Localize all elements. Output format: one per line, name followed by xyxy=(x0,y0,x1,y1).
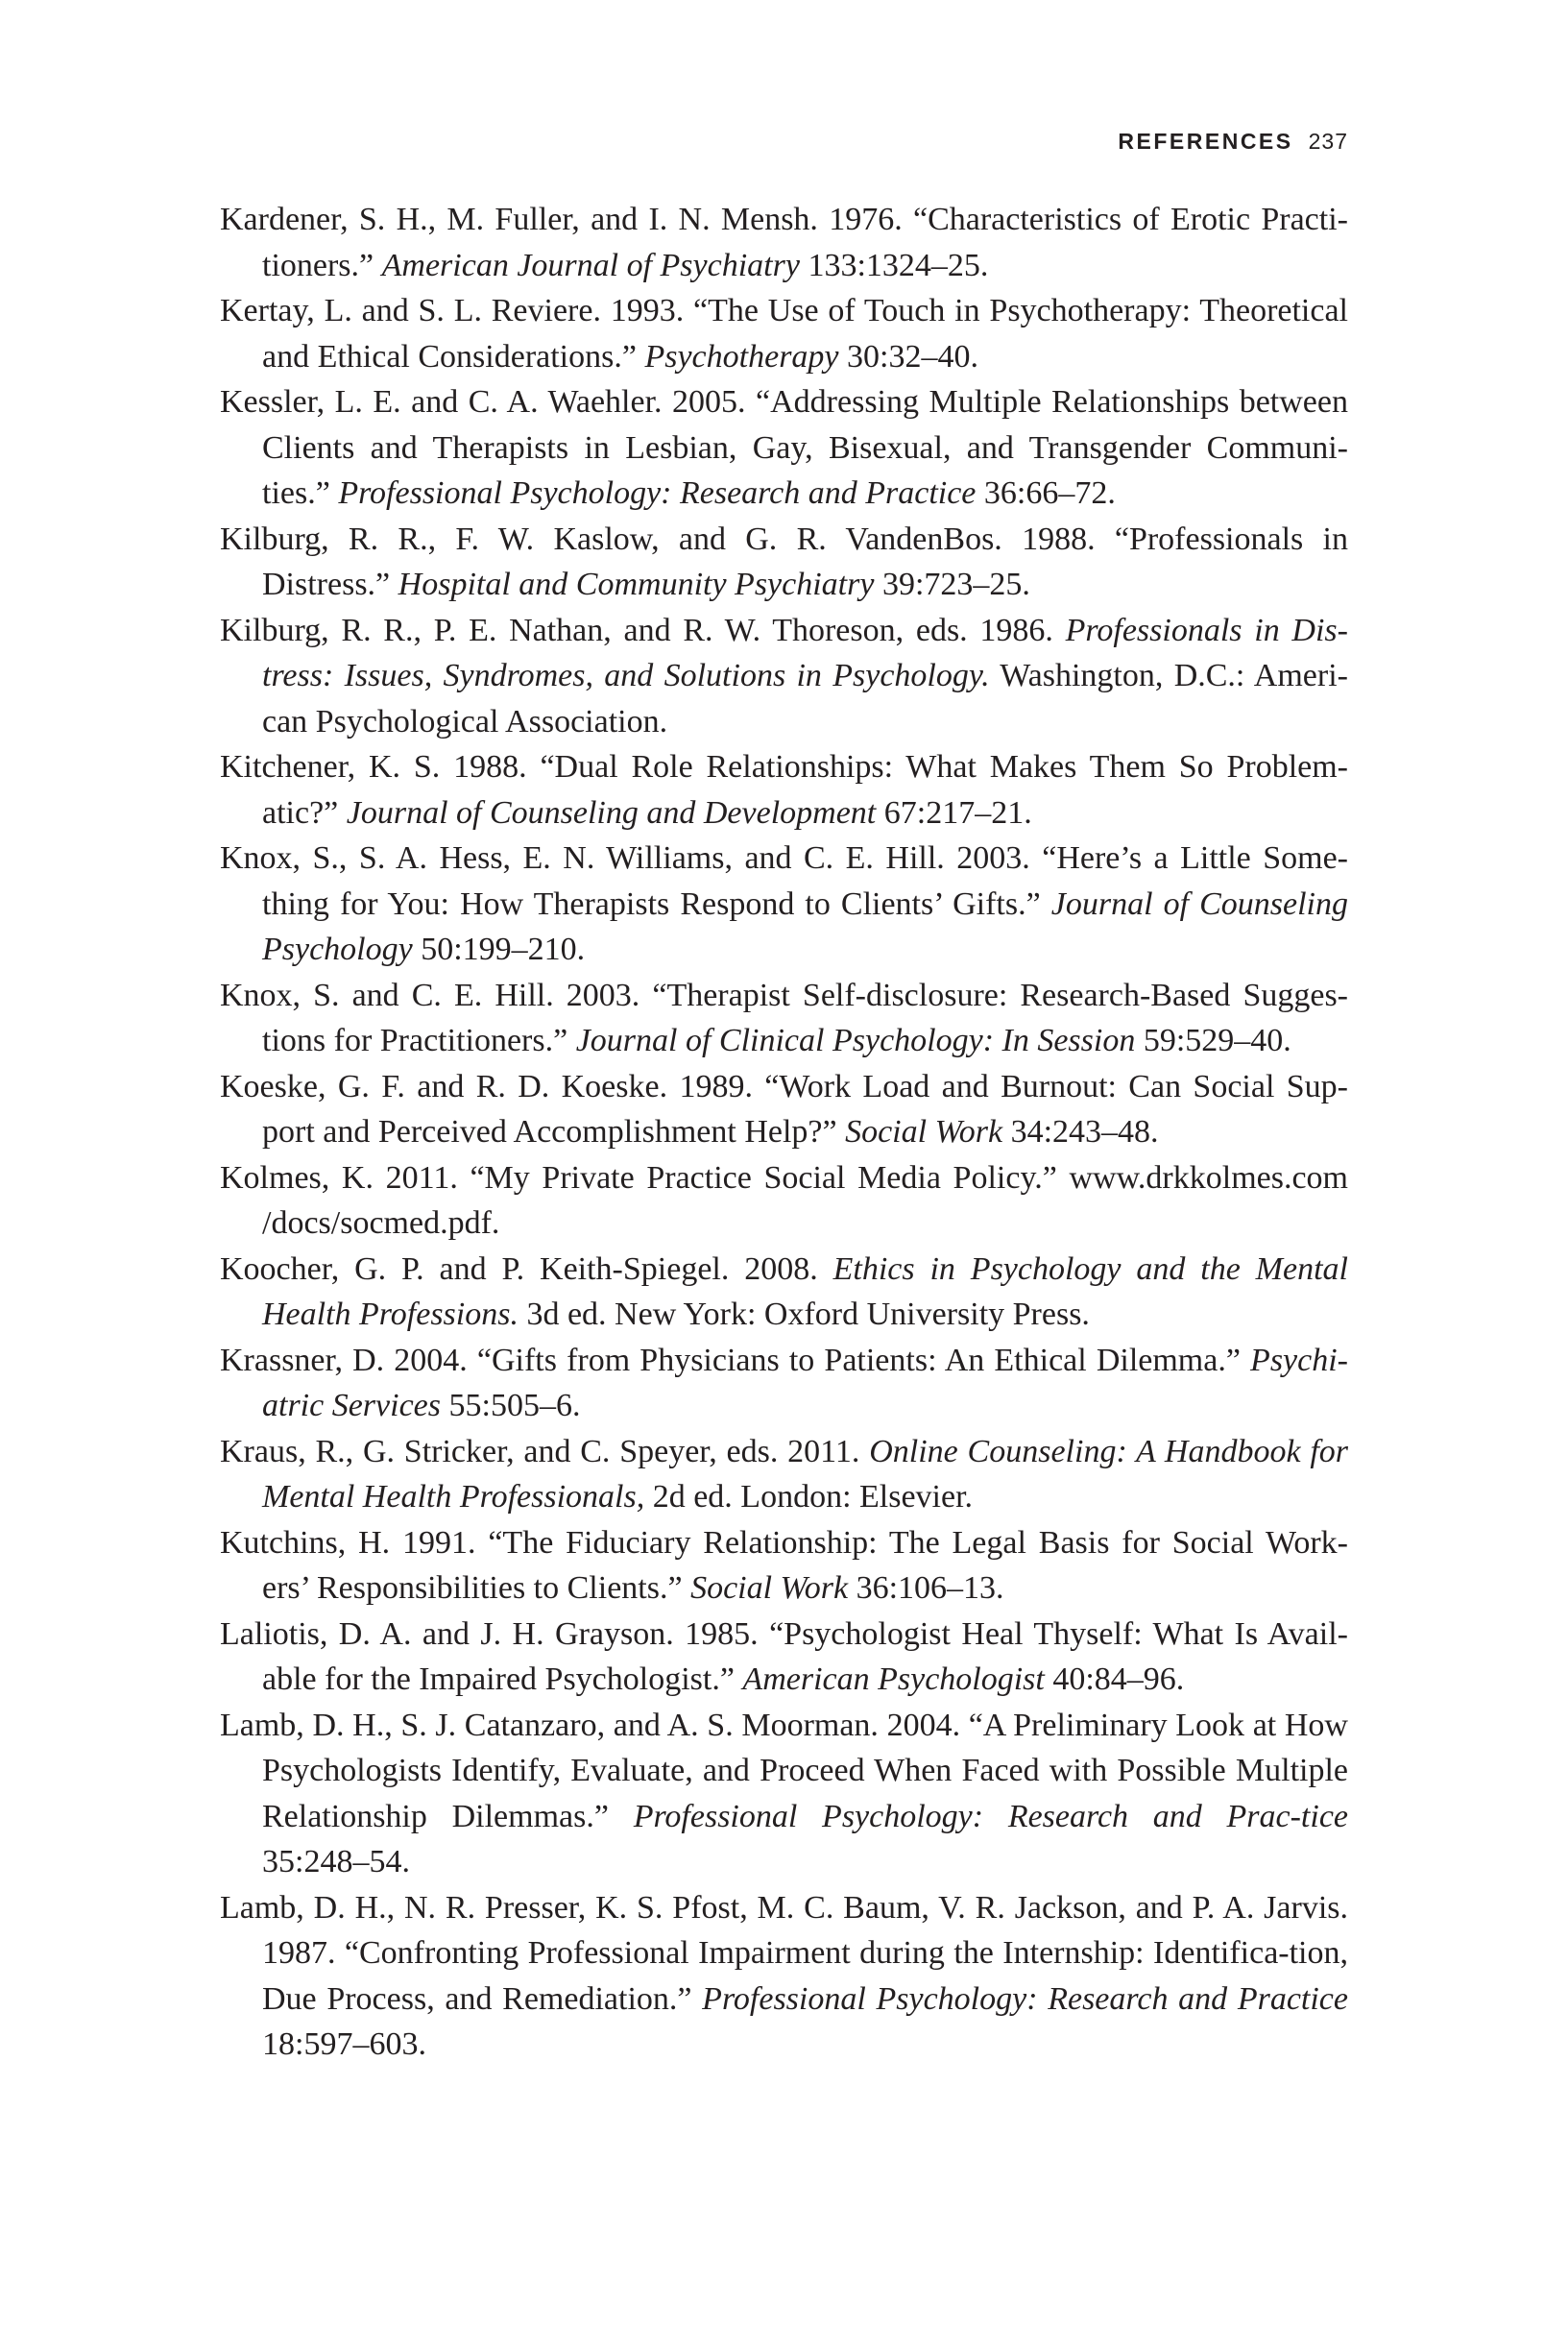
reference-lead: Kutchins, H. 1991. “The Fiduciary Relationship: The Legal Basis for Social Work-ers’ Responsibilities to Clients.” xyxy=(220,1524,1348,1606)
running-head xyxy=(1118,129,1348,155)
reference-source: American Journal of Psychiatry xyxy=(381,247,800,283)
reference-entry xyxy=(220,608,1348,745)
reference-entry xyxy=(220,1064,1348,1155)
reference-lead: Lamb, D. H., N. R. Presser, K. S. Pfost, M. C. Baum, V. R. Jackson, and P. A. Jarvis. 1987. “Confronting Professional Impairment during the Internship: Identifica-tion, Due Process, and Remediation.” xyxy=(220,1889,1348,2017)
reference-lead: Lamb, D. H., S. J. Catanzaro, and A. S. Moorman. 2004. “A Preliminary Look at How Psychologists Identify, Evaluate, and Proceed When Faced with Possible Multiple Relationship Dilemmas.” xyxy=(220,1707,1348,1834)
reference-source: Professionals in Dis-tress: Issues, Syndromes, and Solutions in Psychology. xyxy=(262,612,1348,693)
reference-tail: 36:106–13. xyxy=(848,1570,1004,1606)
reference-lead: Kraus, R., G. Stricker, and C. Speyer, eds. 2011. xyxy=(220,1433,870,1469)
reference-lead: Knox, S., S. A. Hess, E. N. Williams, and C. E. Hill. 2003. “Here’s a Little Some-thing for You: How Therapists Respond to Clients’ Gifts.” xyxy=(220,840,1348,922)
reference-lead: Kilburg, R. R., P. E. Nathan, and R. W. Thoreson, eds. 1986. xyxy=(220,612,1066,648)
reference-tail: 50:199–210. xyxy=(412,932,586,967)
reference-entry xyxy=(220,1247,1348,1338)
reference-source: Hospital and Community Psychiatry xyxy=(398,567,875,602)
reference-source: Psychi-atric Services xyxy=(262,1342,1348,1423)
reference-tail: 67:217–21. xyxy=(876,794,1032,831)
reference-entry xyxy=(220,744,1348,836)
reference-tail: 34:243–48. xyxy=(1002,1114,1159,1150)
reference-list xyxy=(220,197,1348,2068)
reference-entry xyxy=(220,379,1348,517)
reference-source: Social Work xyxy=(690,1570,849,1606)
reference-source: Social Work xyxy=(845,1114,1003,1150)
reference-entry xyxy=(220,288,1348,379)
reference-entry xyxy=(220,973,1348,1064)
reference-source: Online Counseling: A Handbook for Mental Health Professionals, xyxy=(262,1433,1349,1515)
reference-tail: 133:1324–25. xyxy=(799,247,989,283)
reference-lead: Koeske, G. F. and R. D. Koeske. 1989. “Work Load and Burnout: Can Social Sup-port and Perceived Accomplishment Help?” xyxy=(220,1068,1348,1150)
reference-tail: 36:66–72. xyxy=(976,475,1116,511)
reference-entry xyxy=(220,1338,1348,1429)
reference-source: Professional Psychology: Research and Practice xyxy=(338,475,977,511)
section-label: REFERENCES xyxy=(1118,129,1293,154)
reference-entry xyxy=(220,836,1348,973)
reference-lead: Kardener, S. H., M. Fuller, and I. N. Mensh. 1976. “Characteristics of Erotic Practi-tioners.” xyxy=(220,202,1348,283)
reference-entry xyxy=(220,1520,1348,1612)
reference-tail: 39:723–25. xyxy=(874,567,1030,602)
reference-tail: 55:505–6. xyxy=(441,1388,581,1423)
reference-tail: 3d ed. New York: Oxford University Press. xyxy=(518,1297,1090,1332)
reference-entry xyxy=(220,1703,1348,1885)
reference-entry xyxy=(220,517,1348,608)
reference-lead: Laliotis, D. A. and J. H. Grayson. 1985. “Psychologist Heal Thyself: What Is Avail-able for the Impaired Psychologist.” xyxy=(220,1615,1348,1697)
reference-lead: Kitchener, K. S. 1988. “Dual Role Relationships: What Makes Them So Problem-atic?” xyxy=(220,749,1348,831)
reference-source: Professional Psychology: Research and Practice xyxy=(702,1980,1348,2017)
reference-tail: 40:84–96. xyxy=(1044,1661,1185,1697)
reference-entry xyxy=(220,1885,1348,2068)
reference-source: Psychotherapy xyxy=(644,338,839,375)
reference-lead: Kessler, L. E. and C. A. Waehler. 2005. “Addressing Multiple Relationships between Clients and Therapists in Lesbian, Gay, Bisexual, and Transgender Communi-ties.” xyxy=(220,384,1348,511)
reference-tail: 30:32–40. xyxy=(838,338,978,375)
reference-source: Ethics in Psychology and the Mental Health Professions. xyxy=(262,1250,1348,1332)
reference-source: American Psychologist xyxy=(742,1661,1045,1697)
reference-source: Journal of Counseling Psychology xyxy=(262,885,1349,967)
reference-tail: Washington, D.C.: Ameri-can Psychological Association. xyxy=(262,658,1348,740)
page-number: 237 xyxy=(1308,129,1348,154)
reference-lead: Kolmes, K. 2011. “My Private Practice Social Media Policy.” www.drkkolmes.com /docs/socmed.pdf. xyxy=(220,1159,1348,1241)
reference-source: Journal of Clinical Psychology: In Session xyxy=(575,1023,1136,1058)
reference-tail: 59:529–40. xyxy=(1135,1023,1291,1058)
reference-entry xyxy=(220,197,1348,288)
reference-lead: Kertay, L. and S. L. Reviere. 1993. “The Use of Touch in Psychotherapy: Theoretical and Ethical Considerations.” xyxy=(220,293,1348,375)
reference-tail: 18:597–603. xyxy=(262,2026,426,2062)
reference-source: Journal of Counseling and Development xyxy=(346,794,877,831)
reference-entry xyxy=(220,1429,1348,1520)
reference-lead: Krassner, D. 2004. “Gifts from Physicians to Patients: An Ethical Dilemma.” xyxy=(220,1342,1251,1378)
reference-lead: Koocher, G. P. and P. Keith-Spiegel. 2008. xyxy=(220,1250,833,1287)
reference-lead: Kilburg, R. R., F. W. Kaslow, and G. R. VandenBos. 1988. “Professionals in Distress.” xyxy=(220,521,1348,602)
reference-source: Professional Psychology: Research and Prac-tice xyxy=(633,1798,1349,1834)
reference-entry xyxy=(220,1155,1348,1247)
reference-tail: 2d ed. London: Elsevier. xyxy=(644,1479,974,1515)
reference-lead: Knox, S. and C. E. Hill. 2003. “Therapist Self-disclosure: Research-Based Sugges-tions for Practitioners.” xyxy=(220,977,1348,1058)
reference-entry xyxy=(220,1612,1348,1703)
reference-tail: 35:248–54. xyxy=(262,1844,410,1879)
